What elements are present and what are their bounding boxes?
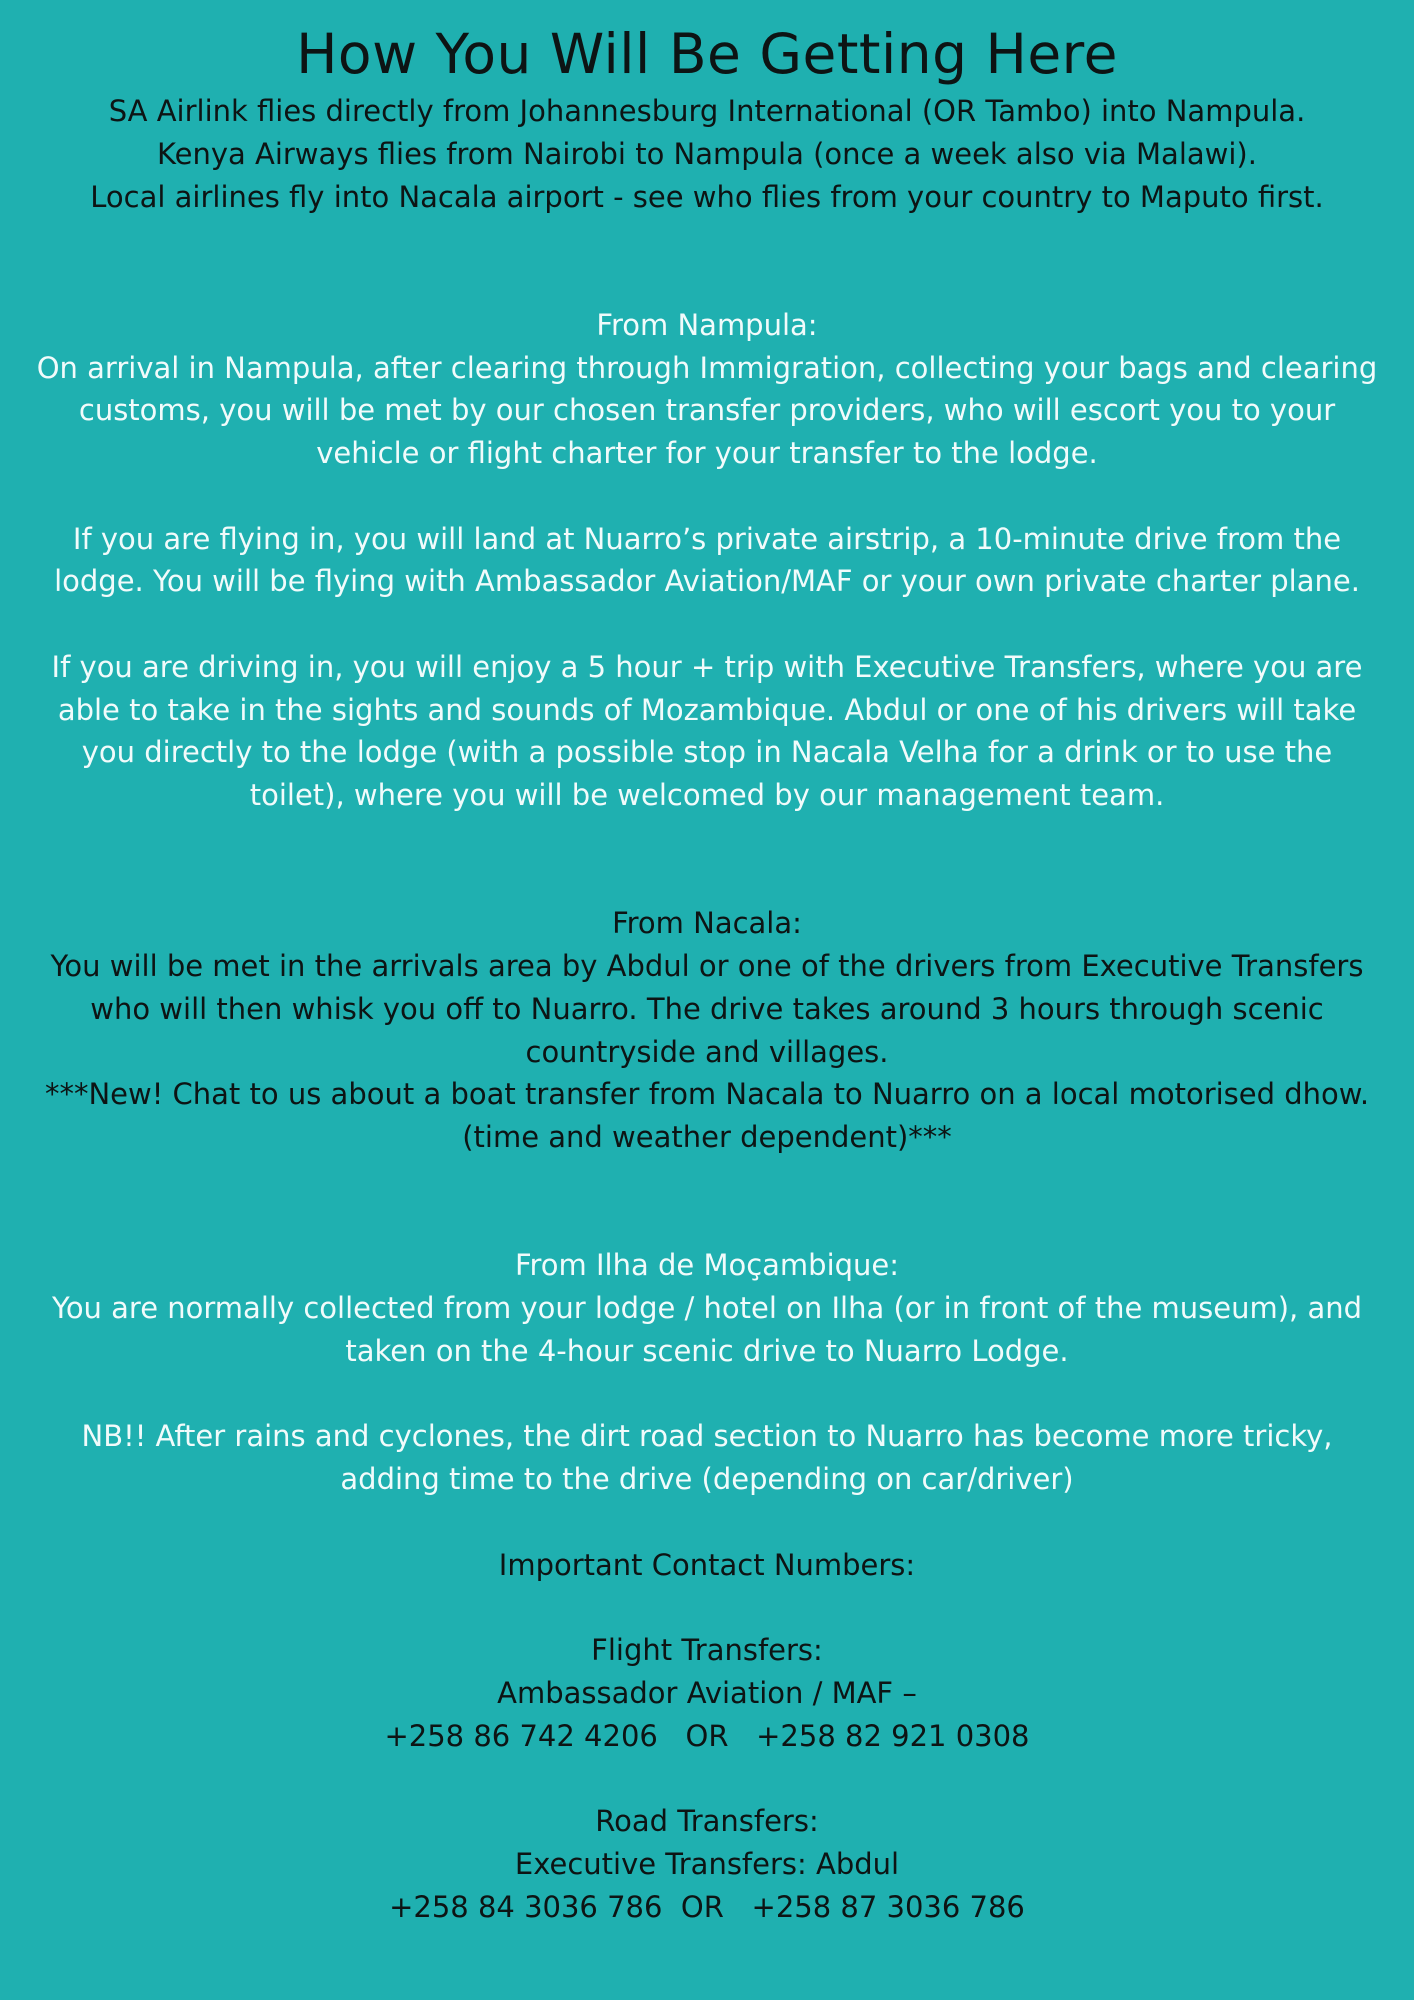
spacer — [36, 1586, 1378, 1629]
nampula-arrival-text: On arrival in Nampula, after clearing through Immigration, collecting your bags and clearing customs, you will be met by our chosen transfer providers, who will escort you to your vehicle or flight charter for your transfer to the lodge. — [36, 350, 1378, 470]
road-transfers-heading: Road Transfers: — [595, 1804, 819, 1838]
flight-transfers-provider: Ambassador Aviation / MAF – — [497, 1675, 917, 1710]
flight-transfers-numbers: +258 86 742 4206 OR +258 82 921 0308 — [384, 1718, 1030, 1753]
contacts-section — [36, 1544, 1378, 1929]
nampula-flying-text: If you are flying in, you will land at Nuarro’s private airstrip, a 10-minute drive from the lodge. You will be flying with Ambassador Aviation/MAF or your own private charter plane. — [54, 521, 1360, 599]
spacer — [36, 1159, 1378, 1245]
spacer — [36, 475, 1378, 518]
road-transfers-provider: Executive Transfers: Abdul — [514, 1846, 900, 1881]
intro-section — [36, 90, 1378, 218]
nampula-driving-text: If you are driving in, you will enjoy a 5 hour + trip with Executive Transfers, where you are able to take in the sights and sounds of Mozambique. Abdul or one of his drivers will take you directly to the lodge (with a possible stop in Nacala Velha for a drink or to use the toilet), where you will be welcomed by our management team. — [51, 649, 1363, 812]
ilha-section — [36, 1244, 1378, 1501]
nacala-section — [36, 902, 1378, 1159]
spacer — [36, 603, 1378, 646]
contacts-heading: Important Contact Numbers: — [498, 1547, 916, 1582]
nampula-heading: From Nampula: — [596, 307, 818, 342]
spacer — [36, 1757, 1378, 1800]
nampula-section — [36, 304, 1378, 817]
page-title: How You Will Be Getting Here — [296, 22, 1118, 86]
road-transfers-numbers: +258 84 3036 786 OR +258 87 3036 786 — [389, 1889, 1025, 1924]
nacala-body-text: You will be met in the arrivals area by Abdul or one of the drivers from Executive Transfers who will then whisk you off to Nuarro. The drive takes around 3 hours through scenic countryside and villages. — [50, 949, 1364, 1069]
spacer — [36, 1501, 1378, 1544]
ilha-road-note: NB!! After rains and cyclones, the dirt road section to Nuarro has become more tricky, adding time to the drive (depending on car/driver) — [81, 1419, 1333, 1496]
spacer — [36, 817, 1378, 903]
ilha-heading: From Ilha de Moçambique: — [514, 1248, 900, 1283]
nacala-boat-note: ***New! Chat to us about a boat transfer from Nacala to Nuarro on a local motorised dhow. (time and weather dependent)*** — [44, 1077, 1370, 1154]
spacer — [36, 1373, 1378, 1416]
flight-transfers-heading: Flight Transfers: — [591, 1633, 823, 1667]
spacer — [36, 218, 1378, 304]
ilha-body-text: You are normally collected from your lodge / hotel on Ilha (or in front of the museum), and taken on the 4-hour scenic drive to Nuarro Lodge. — [51, 1291, 1363, 1368]
intro-airlink: SA Airlink flies directly from Johannesburg International (OR Tambo) into Nampula. — [108, 94, 1306, 128]
intro-kenya-airways: Kenya Airways flies from Nairobi to Nampula (once a week also via Malawi). — [157, 136, 1257, 171]
intro-local-airlines: Local airlines fly into Nacala airport - see who flies from your country to Maputo first. — [90, 179, 1324, 214]
nacala-heading: From Nacala: — [612, 906, 802, 941]
